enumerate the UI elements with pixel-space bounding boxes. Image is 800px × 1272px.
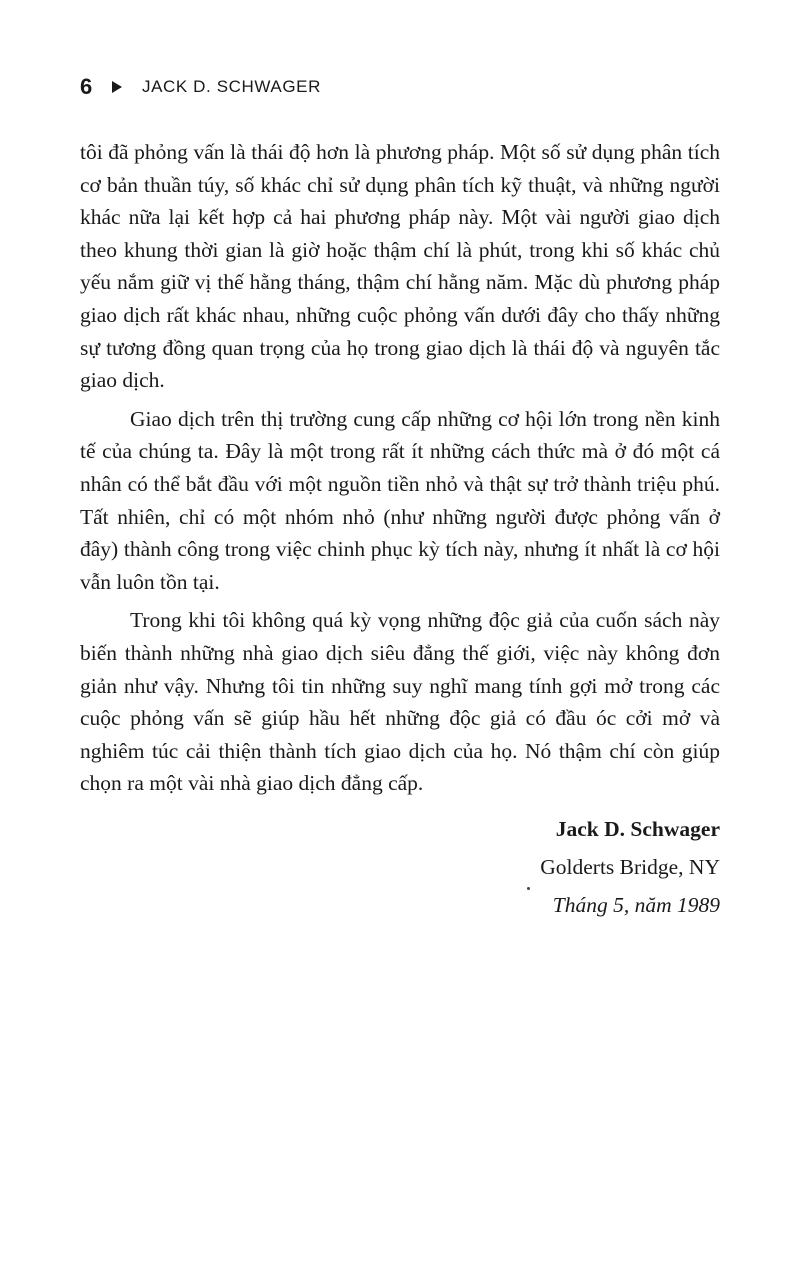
- print-dot-mark: [527, 887, 530, 890]
- page-number: 6: [80, 74, 93, 99]
- paragraph-2: Giao dịch trên thị trường cung cấp những cơ hội lớn trong nền kinh tế của chúng ta. Đây là một trong rất ít những cách thức mà ở đó một cá nhân có thể bắt đầu với một nguồn tiền nhỏ và thật sự trở thành triệu phú. Tất nhiên, chỉ có một nhóm nhỏ (như những người được phỏng vấn ở đây) thành công trong việc chinh phục kỳ tích này, nhưng ít nhất là cơ hội vẫn luôn tồn tại.: [80, 406, 720, 594]
- signature-block: [80, 810, 720, 924]
- header-author: JACK D. SCHWAGER: [142, 77, 321, 96]
- signature-name: Jack D. Schwager: [555, 817, 720, 841]
- running-head: [80, 74, 321, 100]
- paragraph-1: tôi đã phỏng vấn là thái độ hơn là phương pháp. Một số sử dụng phân tích cơ bản thuần túy, số khác chỉ sử dụng phân tích kỹ thuật, và những người khác nữa lại kết hợp cả hai phương pháp này. Một vài người giao dịch theo khung thời gian là giờ hoặc thậm chí là phút, trong khi số khác chủ yếu nắm giữ vị thế hằng tháng, thậm chí hằng năm. Mặc dù phương pháp giao dịch rất khác nhau, những cuộc phỏng vấn dưới đây cho thấy những sự tương đồng quan trọng của họ trong giao dịch là thái độ và nguyên tắc giao dịch.: [80, 140, 720, 393]
- body-text: [80, 136, 720, 806]
- signature-date: Tháng 5, năm 1989: [552, 893, 720, 917]
- triangle-right-icon: [112, 81, 122, 93]
- paragraph-3: Trong khi tôi không quá kỳ vọng những độc giả của cuốn sách này biến thành những nhà giao dịch siêu đẳng thế giới, việc này không đơn giản như vậy. Nhưng tôi tin những suy nghĩ mang tính gợi mở trong các cuộc phỏng vấn sẽ giúp hầu hết những độc giả có đầu óc cởi mở và nghiêm túc cải thiện thành tích giao dịch của họ. Nó thậm chí còn giúp chọn ra một vài nhà giao dịch đẳng cấp.: [80, 608, 720, 796]
- signature-place: Golderts Bridge, NY: [540, 855, 720, 879]
